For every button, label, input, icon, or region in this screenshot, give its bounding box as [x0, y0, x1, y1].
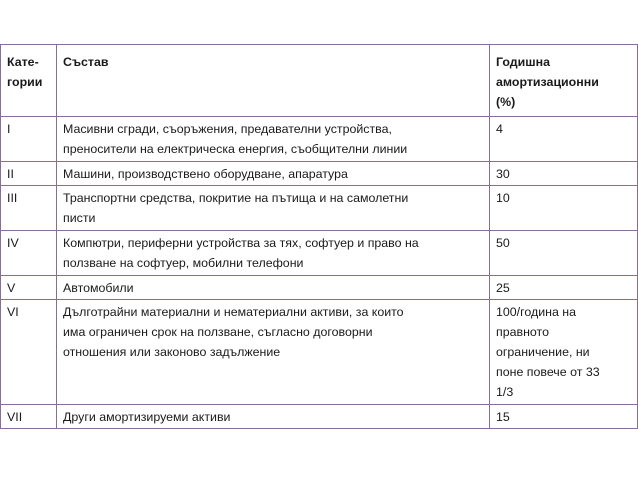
row-rate-text: 15 [496, 410, 510, 424]
row-rate [490, 405, 638, 429]
row-category: V [1, 276, 57, 300]
row-category: II [1, 162, 57, 186]
row-composition-text: Автомобили [63, 281, 134, 295]
row-category: VII [1, 405, 57, 429]
header-composition-text: Състав [63, 55, 109, 69]
row-composition [57, 186, 490, 231]
row-category: IV [1, 231, 57, 276]
row-composition-text: Масивни сгради, съоръжения, предавателни устройства, преносители на електрическа енергия, съобщителни линии [63, 122, 408, 156]
row-category: VI [1, 300, 57, 405]
table-row [1, 231, 638, 276]
row-rate-text: 10 [496, 191, 510, 205]
row-composition [57, 117, 490, 162]
row-rate [490, 117, 638, 162]
row-rate [490, 186, 638, 231]
table-row [1, 300, 638, 405]
row-rate-text: 30 [496, 167, 510, 181]
row-category: III [1, 186, 57, 231]
row-rate [490, 231, 638, 276]
table-row [1, 162, 638, 186]
row-composition [57, 162, 490, 186]
row-rate [490, 276, 638, 300]
table-row [1, 117, 638, 162]
row-composition [57, 300, 490, 405]
row-rate-text: 4 [496, 122, 503, 136]
row-composition-text: Транспортни средства, покритие на пътища и на самолетни писти [63, 191, 409, 225]
header-category-text: Кате- гории [7, 55, 43, 89]
row-composition-text: Машини, производствено оборудване, апаратура [63, 167, 348, 181]
header-composition [57, 45, 490, 117]
row-category: I [1, 117, 57, 162]
row-composition [57, 276, 490, 300]
header-rate-text: Годишна амортизационни (%) [496, 55, 599, 109]
row-rate-text: 50 [496, 236, 510, 250]
row-rate-text: 100/година на правното ограничение, ни поне повече от 33 1/3 [496, 305, 600, 399]
row-rate-text: 25 [496, 281, 510, 295]
row-composition-text: Дълготрайни материални и нематериални активи, за които има ограничен срок на ползване, съгласно договорни отношения или законово задължение [63, 305, 404, 359]
row-composition [57, 405, 490, 429]
table-row [1, 186, 638, 231]
header-rate [490, 45, 638, 117]
table-row [1, 276, 638, 300]
header-category [1, 45, 57, 117]
row-composition-text: Компютри, периферни устройства за тях, софтуер и право на ползване на софтуер, мобилни телефони [63, 236, 419, 270]
row-rate [490, 162, 638, 186]
table-header-row [1, 45, 638, 117]
row-rate [490, 300, 638, 405]
amortization-table [0, 44, 638, 429]
table-row [1, 405, 638, 429]
row-composition-text: Други амортизируеми активи [63, 410, 231, 424]
row-composition [57, 231, 490, 276]
